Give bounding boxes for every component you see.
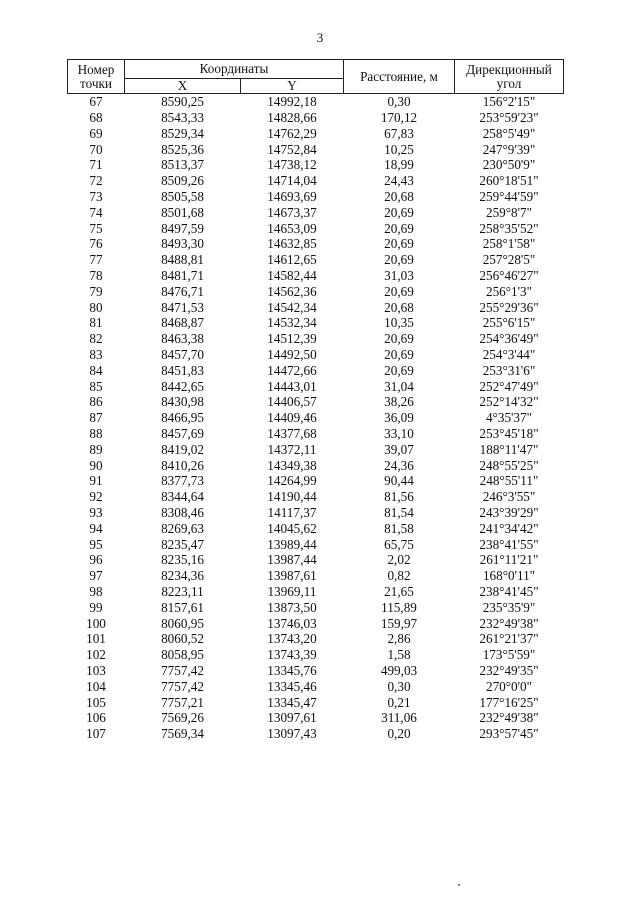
header-x: X: [125, 79, 241, 94]
y-cell: 14738,12: [267, 157, 317, 173]
bearing-cell: 168°0'11": [482, 568, 536, 584]
x-cell: 7757,42: [161, 678, 204, 694]
table-row: [68, 568, 564, 584]
point-number-cell: 69: [89, 125, 103, 141]
distance-cell: 2,86: [387, 631, 411, 647]
header-point-number-line2: точки: [80, 75, 112, 91]
table-row: [68, 141, 564, 157]
point-number-cell: 104: [86, 678, 106, 694]
distance-cell: 170,12: [380, 110, 418, 126]
bearing-cell: 156°2'15": [482, 94, 536, 110]
distance-cell: 159,97: [380, 615, 418, 631]
distance-cell: 81,56: [384, 489, 414, 505]
x-cell: 8488,81: [161, 252, 204, 268]
table-row: [68, 110, 564, 126]
point-number-cell: 74: [89, 204, 103, 220]
distance-cell: 81,54: [384, 505, 414, 521]
table-row: [68, 173, 564, 189]
table-row: [68, 710, 564, 726]
distance-cell: 20,69: [384, 362, 414, 378]
distance-cell: 20,69: [384, 236, 414, 252]
x-cell: 8157,61: [161, 599, 204, 615]
y-cell: 13345,46: [267, 678, 317, 694]
x-cell: 8501,68: [161, 204, 204, 220]
x-cell: 7569,26: [161, 710, 204, 726]
y-cell: 14612,65: [267, 252, 317, 268]
x-cell: 7757,42: [161, 662, 204, 678]
y-cell: 14190,44: [267, 489, 317, 505]
y-cell: 13987,61: [267, 568, 317, 584]
bearing-cell: 254°3'44": [482, 347, 536, 363]
point-number-cell: 81: [89, 315, 103, 331]
point-number-cell: 76: [89, 236, 103, 252]
y-cell: 14264,99: [267, 473, 317, 489]
x-cell: 8590,25: [161, 94, 204, 110]
y-cell: 14582,44: [267, 268, 317, 284]
header-coordinates: Координаты: [125, 60, 344, 79]
distance-cell: 36,09: [384, 410, 414, 426]
distance-cell: 67,83: [384, 125, 414, 141]
x-cell: 8344,64: [161, 489, 204, 505]
bearing-cell: 177°16'25": [479, 694, 539, 710]
point-number-cell: 90: [89, 457, 103, 473]
bearing-cell: 255°6'15": [482, 315, 536, 331]
bearing-cell: 248°55'11": [479, 473, 539, 489]
x-cell: 8442,65: [161, 378, 204, 394]
point-number-cell: 99: [89, 599, 103, 615]
table-row: [68, 189, 564, 205]
x-cell: 8463,38: [161, 331, 204, 347]
x-cell: 8471,53: [161, 299, 204, 315]
bearing-cell: 293°57'45": [479, 726, 539, 742]
x-cell: 7569,34: [161, 726, 204, 742]
y-cell: 14693,69: [267, 189, 317, 205]
table-row: [68, 363, 564, 379]
point-number-cell: 95: [89, 536, 103, 552]
distance-cell: 10,35: [384, 315, 414, 331]
y-cell: 14349,38: [267, 457, 317, 473]
x-cell: 8223,11: [161, 584, 204, 599]
distance-cell: 20,68: [384, 299, 414, 315]
table-row: [68, 236, 564, 252]
distance-cell: 90,44: [384, 473, 414, 489]
table-row: [68, 726, 564, 742]
point-number-cell: 85: [89, 378, 103, 394]
y-cell: 13989,44: [267, 536, 317, 552]
distance-cell: 0,82: [387, 568, 411, 584]
bearing-cell: 232°49'38": [479, 710, 539, 726]
table-row: [68, 600, 564, 616]
x-cell: 8513,37: [161, 157, 204, 173]
table-body: [68, 94, 564, 742]
bearing-cell: 253°45'18": [479, 426, 539, 442]
bearing-cell: 261°21'37": [479, 631, 539, 647]
table-row: [68, 157, 564, 173]
bearing-cell: 253°31'6": [482, 362, 536, 378]
distance-cell: 38,26: [384, 394, 414, 410]
table-row: [68, 394, 564, 410]
y-cell: 13746,03: [267, 615, 317, 631]
x-cell: 8497,59: [161, 220, 204, 236]
distance-cell: 18,99: [384, 157, 414, 173]
point-number-cell: 86: [89, 394, 103, 410]
point-number-cell: 98: [89, 584, 103, 599]
bearing-cell: 230°50'9": [482, 157, 536, 173]
point-number-cell: 94: [89, 520, 103, 536]
bearing-cell: 254°36'49": [479, 331, 539, 347]
distance-cell: 20,69: [384, 347, 414, 363]
distance-cell: 20,69: [384, 220, 414, 236]
distance-cell: 20,69: [384, 331, 414, 347]
y-cell: 14117,37: [267, 505, 317, 521]
table-row: [68, 694, 564, 710]
table-row: [68, 94, 564, 110]
table-row: [68, 457, 564, 473]
y-cell: 14406,57: [267, 394, 317, 410]
point-number-cell: 107: [86, 726, 106, 742]
bearing-cell: 258°5'49": [482, 125, 536, 141]
bearing-cell: 238°41'55": [479, 536, 539, 552]
table-row: [68, 552, 564, 568]
bearing-cell: 258°35'52": [479, 220, 539, 236]
header-bearing-line2: угол: [496, 75, 522, 91]
x-cell: 8377,73: [161, 473, 204, 489]
bearing-cell: 256°46'27": [479, 268, 539, 284]
x-cell: 8466,95: [161, 410, 204, 426]
x-cell: 8060,52: [161, 631, 204, 647]
y-cell: 14492,50: [267, 347, 317, 363]
x-cell: 8060,95: [161, 615, 204, 631]
table-row: [68, 521, 564, 537]
distance-cell: 311,06: [381, 710, 417, 726]
y-cell: 14562,36: [267, 283, 317, 299]
point-number-cell: 106: [86, 710, 106, 726]
x-cell: 8419,02: [161, 441, 204, 457]
bearing-cell: 188°11'47": [479, 441, 539, 457]
table-row: [68, 220, 564, 236]
distance-cell: 24,36: [384, 457, 414, 473]
distance-cell: 20,69: [384, 204, 414, 220]
header-y: Y: [241, 79, 344, 94]
y-cell: 13969,11: [267, 584, 317, 599]
x-cell: 8476,71: [161, 283, 204, 299]
distance-cell: 20,68: [384, 189, 414, 205]
point-number-cell: 93: [89, 505, 103, 521]
y-cell: 13987,44: [267, 552, 317, 568]
x-cell: 8505,58: [161, 189, 204, 205]
bearing-cell: 258°1'58": [482, 236, 536, 252]
y-cell: 14372,11: [267, 441, 317, 457]
y-cell: 14992,18: [267, 94, 317, 110]
point-number-cell: 97: [89, 568, 103, 584]
table-row: [68, 378, 564, 394]
point-number-cell: 82: [89, 331, 103, 347]
bearing-cell: 238°41'45": [479, 584, 539, 599]
distance-cell: 39,07: [384, 441, 414, 457]
header-bearing: [455, 60, 564, 94]
table-row: [68, 268, 564, 284]
table-row: [68, 647, 564, 663]
y-cell: 13345,47: [267, 694, 317, 710]
table-row: [68, 284, 564, 300]
header-point-number: [68, 60, 125, 94]
bearing-cell: 232°49'35": [479, 662, 539, 678]
y-cell: 13345,76: [267, 662, 317, 678]
bearing-cell: 173°5'59": [482, 647, 536, 663]
bearing-cell: 243°39'29": [479, 505, 539, 521]
bearing-cell: 252°47'49": [479, 378, 539, 394]
table-row: [68, 410, 564, 426]
distance-cell: 0,30: [387, 94, 411, 110]
bearing-cell: 4°35'37": [485, 410, 532, 426]
y-cell: 14443,01: [267, 378, 317, 394]
x-cell: 8234,36: [161, 568, 204, 584]
point-number-cell: 105: [86, 694, 106, 710]
x-cell: 8509,26: [161, 173, 204, 189]
bearing-cell: 255°29'36": [479, 299, 539, 315]
y-cell: 14532,34: [267, 315, 317, 331]
table-row: [68, 205, 564, 221]
table-row: [68, 615, 564, 631]
x-cell: 8058,95: [161, 647, 204, 663]
bearing-cell: 256°1'3": [485, 283, 532, 299]
y-cell: 14653,09: [267, 220, 317, 236]
point-number-cell: 84: [89, 362, 103, 378]
table-row: [68, 442, 564, 458]
distance-cell: 65,75: [384, 536, 414, 552]
y-cell: 14472,66: [267, 362, 317, 378]
y-cell: 14045,62: [267, 520, 317, 536]
distance-cell: 21,65: [384, 584, 414, 599]
table-row: [68, 426, 564, 442]
header-point-number-line1: Номер: [77, 62, 115, 78]
table-row: [68, 299, 564, 315]
distance-cell: 20,69: [384, 283, 414, 299]
distance-cell: 31,04: [384, 378, 414, 394]
y-cell: 13873,50: [267, 599, 317, 615]
table-row: [68, 473, 564, 489]
point-number-cell: 96: [89, 552, 103, 568]
point-number-cell: 101: [86, 631, 106, 647]
y-cell: 14632,85: [267, 236, 317, 252]
x-cell: 8525,36: [161, 141, 204, 157]
bearing-cell: 259°8'7": [485, 204, 532, 220]
y-cell: 13743,39: [267, 647, 317, 663]
x-cell: 8451,83: [161, 362, 204, 378]
point-number-cell: 77: [89, 252, 103, 268]
x-cell: 8269,63: [161, 520, 204, 536]
point-number-cell: 73: [89, 189, 103, 205]
point-number-cell: 88: [89, 426, 103, 442]
distance-cell: 2,02: [387, 552, 411, 568]
point-number-cell: 78: [89, 268, 103, 284]
point-number-cell: 100: [86, 615, 106, 631]
y-cell: 14714,04: [267, 173, 317, 189]
distance-cell: 115,89: [381, 599, 417, 615]
point-number-cell: 68: [89, 110, 103, 126]
y-cell: 14762,29: [267, 125, 317, 141]
x-cell: 8457,70: [161, 347, 204, 363]
point-number-cell: 83: [89, 347, 103, 363]
point-number-cell: 89: [89, 441, 103, 457]
page-number: 3: [316, 30, 324, 45]
bearing-cell: 261°11'21": [479, 552, 539, 568]
x-cell: 8235,47: [161, 536, 204, 552]
table-row: [68, 315, 564, 331]
table-row: [68, 536, 564, 552]
y-cell: 14512,39: [267, 331, 317, 347]
distance-cell: 24,43: [384, 173, 414, 189]
x-cell: 8430,98: [161, 394, 204, 410]
point-number-cell: 79: [89, 283, 103, 299]
distance-cell: 33,10: [384, 426, 414, 442]
x-cell: 8308,46: [161, 505, 204, 521]
x-cell: 8493,30: [161, 236, 204, 252]
point-number-cell: 102: [86, 647, 106, 663]
x-cell: 8235,16: [161, 552, 204, 568]
point-number-cell: 71: [89, 157, 103, 173]
point-number-cell: 72: [89, 173, 103, 189]
point-number-cell: 87: [89, 410, 103, 426]
table-row: [68, 252, 564, 268]
table-row: [68, 331, 564, 347]
x-cell: 8410,26: [161, 457, 204, 473]
table-row: [68, 663, 564, 679]
point-number-cell: 70: [89, 141, 103, 157]
bearing-cell: 253°59'23": [479, 110, 539, 126]
point-number-cell: 103: [86, 662, 106, 678]
bearing-cell: 247°9'39": [482, 141, 536, 157]
table-row: [68, 489, 564, 505]
distance-cell: 81,58: [384, 520, 414, 536]
table-row: [68, 347, 564, 363]
distance-cell: 10,25: [384, 141, 414, 157]
distance-cell: 1,58: [387, 647, 411, 663]
distance-cell: 499,03: [380, 662, 418, 678]
distance-cell: 0,20: [387, 726, 411, 742]
x-cell: 8457,69: [161, 426, 204, 442]
scan-speck: [458, 884, 460, 886]
distance-cell: 0,21: [387, 694, 411, 710]
point-number-cell: 80: [89, 299, 103, 315]
bearing-cell: 232°49'38": [479, 615, 539, 631]
y-cell: 14752,84: [267, 141, 317, 157]
x-cell: 8468,87: [161, 315, 204, 331]
bearing-cell: 259°44'59": [479, 189, 539, 205]
x-cell: 8543,33: [161, 110, 204, 126]
header-bearing-line1: Дирекционный: [466, 62, 552, 78]
header-distance: Расстояние, м: [344, 60, 455, 94]
table-row: [68, 505, 564, 521]
point-number-cell: 91: [89, 473, 103, 489]
y-cell: 14828,66: [267, 110, 317, 126]
table-row: [68, 584, 564, 600]
table-row: [68, 631, 564, 647]
distance-cell: 0,30: [387, 678, 411, 694]
y-cell: 13743,20: [267, 631, 317, 647]
bearing-cell: 235°35'9": [482, 599, 536, 615]
table-row: [68, 126, 564, 142]
y-cell: 13097,43: [267, 726, 317, 742]
point-number-cell: 67: [89, 94, 103, 110]
bearing-cell: 260°18'51": [479, 173, 539, 189]
table-row: [68, 678, 564, 694]
bearing-cell: 257°28'5": [482, 252, 536, 268]
y-cell: 14542,34: [267, 299, 317, 315]
distance-cell: 20,69: [384, 252, 414, 268]
y-cell: 14409,46: [267, 410, 317, 426]
bearing-cell: 248°55'25": [479, 457, 539, 473]
point-number-cell: 75: [89, 220, 103, 236]
bearing-cell: 270°0'0": [485, 678, 532, 694]
x-cell: 7757,21: [161, 694, 204, 710]
bearing-cell: 246°3'55": [482, 489, 536, 505]
x-cell: 8529,34: [161, 125, 204, 141]
x-cell: 8481,71: [161, 268, 204, 284]
coordinates-table: [67, 59, 564, 742]
bearing-cell: 241°34'42": [479, 520, 539, 536]
y-cell: 14673,37: [267, 204, 317, 220]
distance-cell: 31,03: [384, 268, 414, 284]
y-cell: 14377,68: [267, 426, 317, 442]
point-number-cell: 92: [89, 489, 103, 505]
y-cell: 13097,61: [267, 710, 317, 726]
bearing-cell: 252°14'32": [479, 394, 539, 410]
